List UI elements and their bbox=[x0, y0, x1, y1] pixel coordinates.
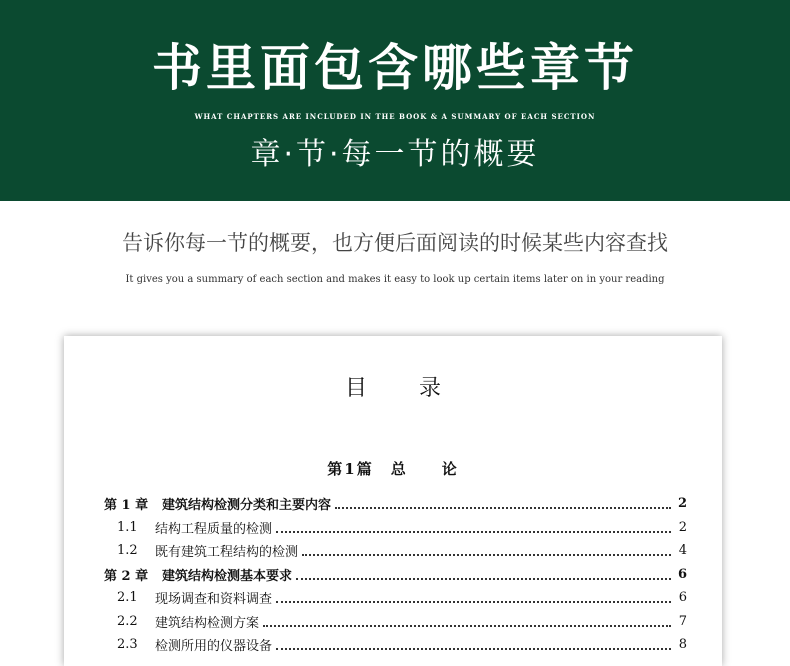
toc-entry-title: 建筑结构检测基本要求 bbox=[162, 568, 293, 584]
toc-section-row bbox=[104, 539, 687, 563]
toc-entry-title: 建筑结构检测分类和主要内容 bbox=[162, 498, 332, 514]
toc-page-number: 8 bbox=[678, 637, 687, 653]
description-english: It gives you a summary of each section and makes it easy to look up certain items later on in your reading bbox=[125, 274, 665, 285]
toc-leader-dots bbox=[276, 530, 671, 533]
banner-secondary-title: 章·节·每一节的概要 bbox=[250, 137, 540, 172]
toc-chapter-row bbox=[104, 492, 687, 516]
toc-leader-dots bbox=[296, 577, 671, 580]
header-banner bbox=[0, 0, 790, 201]
toc-entry-title: 现场调查和资料调查 bbox=[155, 592, 273, 608]
toc-section-row bbox=[104, 586, 687, 610]
toc-section-row bbox=[104, 516, 687, 540]
toc-page-number: 2 bbox=[678, 519, 687, 535]
toc-leader-dots bbox=[263, 624, 671, 627]
toc-entry-title: 检测所用的仪器设备 bbox=[155, 639, 273, 655]
toc-page-number: 4 bbox=[678, 543, 687, 559]
toc-section-row bbox=[104, 610, 687, 634]
toc-entry-title: 建筑结构检测方案 bbox=[155, 615, 260, 631]
description-chinese: 告诉你每一节的概要，也方便后面阅读的时候某些内容查找 bbox=[122, 231, 668, 255]
toc-number: 2.3 bbox=[117, 637, 138, 653]
banner-subtitle: WHAT CHAPTERS ARE INCLUDED IN THE BOOK & A SUMMARY OF EACH SECTION bbox=[194, 112, 596, 121]
toc-page-number: 6 bbox=[678, 590, 687, 606]
toc-title: 目录 bbox=[344, 376, 493, 401]
toc-section-row bbox=[104, 633, 687, 657]
toc-page-number: 2 bbox=[677, 496, 687, 512]
toc-number: 1.1 bbox=[117, 519, 138, 535]
banner-title: 书里面包含哪些章节 bbox=[152, 38, 638, 97]
toc-page-number: 6 bbox=[677, 566, 687, 582]
toc-page bbox=[64, 336, 722, 666]
toc-number: 2.2 bbox=[117, 613, 138, 629]
toc-leader-dots bbox=[276, 647, 671, 650]
toc-entry-title: 既有建筑工程结构的检测 bbox=[155, 545, 299, 561]
toc-leader-dots bbox=[335, 506, 671, 509]
toc-page-number: 7 bbox=[678, 613, 687, 629]
toc-leader-dots bbox=[302, 553, 671, 556]
toc-leader-dots bbox=[276, 600, 671, 603]
toc-number: 2.1 bbox=[117, 590, 138, 606]
toc-number: 第 1 章 bbox=[104, 498, 149, 514]
part-title: 第1篇 总 论 bbox=[327, 460, 459, 478]
toc-entry-title: 结构工程质量的检测 bbox=[155, 521, 273, 537]
toc-list bbox=[104, 492, 687, 657]
toc-number: 1.2 bbox=[117, 543, 138, 559]
toc-number: 第 2 章 bbox=[104, 568, 149, 584]
toc-chapter-row bbox=[104, 563, 687, 587]
